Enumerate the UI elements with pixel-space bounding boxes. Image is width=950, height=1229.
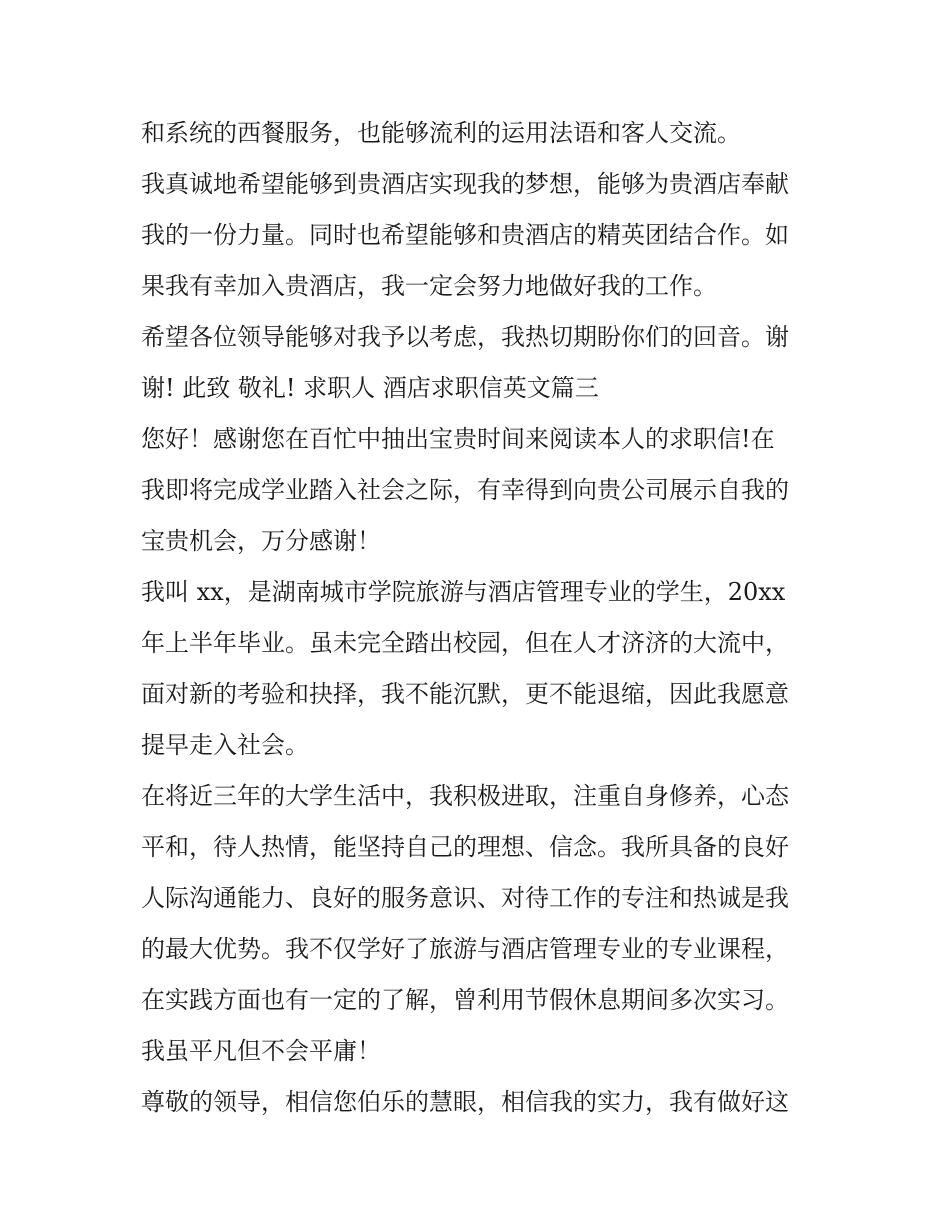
text-line: 我虽平凡但不会平庸！ [141,1037,381,1065]
text-line: 在实践方面也有一定的了解，曾利用节假休息期间多次实习。 [141,986,789,1014]
text-line: 您好！感谢您在百忙中抽出宝贵时间来阅读本人的求职信!在 [141,425,775,453]
text-line: 在将近三年的大学生活中，我积极进取，注重自身修养，心态 [141,782,789,810]
text-line: 宝贵机会，万分感谢！ [141,527,381,555]
document-body [141,108,821,1128]
text-line: 的最大优势。我不仅学好了旅游与酒店管理专业的专业课程， [141,935,789,963]
text-line: 谢! 此致 敬礼! 求职人 酒店求职信英文篇三 [141,374,599,402]
text-line: 人际沟通能力、良好的服务意识、对待工作的专注和热诚是我 [141,884,789,912]
text-line: 希望各位领导能够对我予以考虑，我热切期盼你们的回音。谢 [141,323,789,351]
text-line: 和系统的西餐服务，也能够流利的运用法语和客人交流。 [141,119,741,147]
text-line: 平和，待人热情，能坚持自己的理想、信念。我所具备的良好 [141,833,789,861]
text-line: 我的一份力量。同时也希望能够和贵酒店的精英团结合作。如 [141,221,789,249]
text-line: 我真诚地希望能够到贵酒店实现我的梦想，能够为贵酒店奉献 [141,170,789,198]
text-line: 我叫 xx，是湖南城市学院旅游与酒店管理专业的学生，20xx [141,578,786,606]
text-line: 尊敬的领导，相信您伯乐的慧眼，相信我的实力，我有做好这 [141,1088,789,1116]
text-line: 提早走入社会。 [141,731,309,759]
text-line: 面对新的考验和抉择，我不能沉默，更不能退缩，因此我愿意 [141,680,789,708]
text-line: 年上半年毕业。虽未完全踏出校园，但在人才济济的大流中， [141,629,789,657]
text-line: 我即将完成学业踏入社会之际，有幸得到向贵公司展示自我的 [141,476,789,504]
text-line: 果我有幸加入贵酒店，我一定会努力地做好我的工作。 [141,272,717,300]
